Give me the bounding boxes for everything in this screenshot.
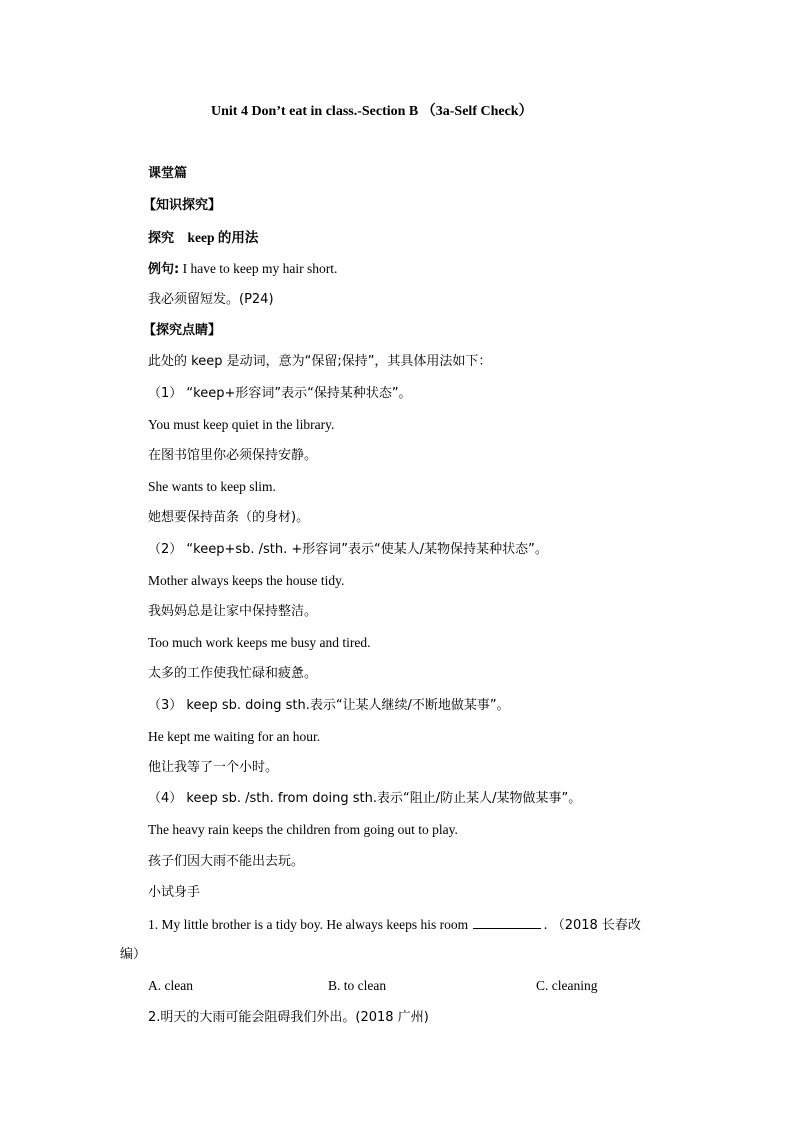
question-2: 2.明天的大雨可能会阻碍我们外出。(2018 广州): [148, 1010, 429, 1025]
usage-3-example-1-en: He kept me waiting for an hour.: [148, 729, 321, 744]
answer-blank[interactable]: [473, 915, 541, 929]
usage-2-example-1-zh: 我妈妈总是让家中保持整洁。: [148, 604, 318, 619]
explore-line: [148, 229, 258, 248]
explore-label: 探究: [148, 231, 175, 246]
usage-1-example-2-zh: 她想要保持苗条（的身材)。: [148, 510, 310, 525]
usage-3-rule: （3） keep sb. doing sth.表示“让某人继续/不断地做某事”。: [148, 698, 510, 713]
example-zh: 我必须留短发。(P24): [148, 292, 274, 307]
section-label: 课堂篇: [148, 166, 188, 181]
explore-topic: keep 的用法: [187, 230, 259, 245]
usage-4-example-1-zh: 孩子们因大雨不能出去玩。: [148, 854, 305, 869]
practice-header: 小试身手: [148, 885, 201, 900]
usage-1-example-1-zh: 在图书馆里你必须保持安静。: [148, 448, 318, 463]
question-1-text-after: . （2018 长春改: [543, 918, 641, 933]
usage-1-example-1-en: You must keep quiet in the library.: [148, 417, 335, 432]
usage-1-rule: （1） “keep+形容词”表示“保持某种状态”。: [148, 386, 412, 401]
knowledge-header: 【知识探究】: [143, 198, 222, 213]
question-1: [148, 915, 641, 935]
points-header: 【探究点睛】: [143, 323, 222, 338]
usage-3-example-1-zh: 他让我等了一个小时。: [148, 760, 279, 775]
option-a: A. clean: [148, 978, 193, 993]
usage-2-rule: （2） “keep+sb. /sth. +形容词”表示“使某人/某物保持某种状态”。: [148, 542, 548, 557]
question-1-continuation: 编）: [120, 947, 147, 962]
usage-2-example-2-zh: 太多的工作使我忙碌和疲惫。: [148, 666, 318, 681]
usage-1-example-2-en: She wants to keep slim.: [148, 479, 276, 494]
intro-text: 此处的 keep 是动词，意为“保留;保持”，其具体用法如下：: [148, 354, 492, 369]
usage-2-example-1-en: Mother always keeps the house tidy.: [148, 573, 345, 588]
example-en: I have to keep my hair short.: [182, 261, 338, 276]
question-1-text-before: 1. My little brother is a tidy boy. He always keeps his room: [148, 917, 469, 932]
page-title: Unit 4 Don’t eat in class.-Section B （3a-Self Check）: [211, 104, 533, 119]
example-label: 例句:: [148, 262, 180, 277]
example-line: [148, 260, 337, 279]
usage-2-example-2-en: Too much work keeps me busy and tired.: [148, 635, 371, 650]
option-c: C. cleaning: [536, 978, 598, 993]
option-b: B. to clean: [328, 978, 387, 993]
usage-4-rule: （4） keep sb. /sth. from doing sth.表示“阻止/防止某人/某物做某事”。: [148, 791, 582, 806]
usage-4-example-1-en: The heavy rain keeps the children from going out to play.: [148, 822, 458, 837]
